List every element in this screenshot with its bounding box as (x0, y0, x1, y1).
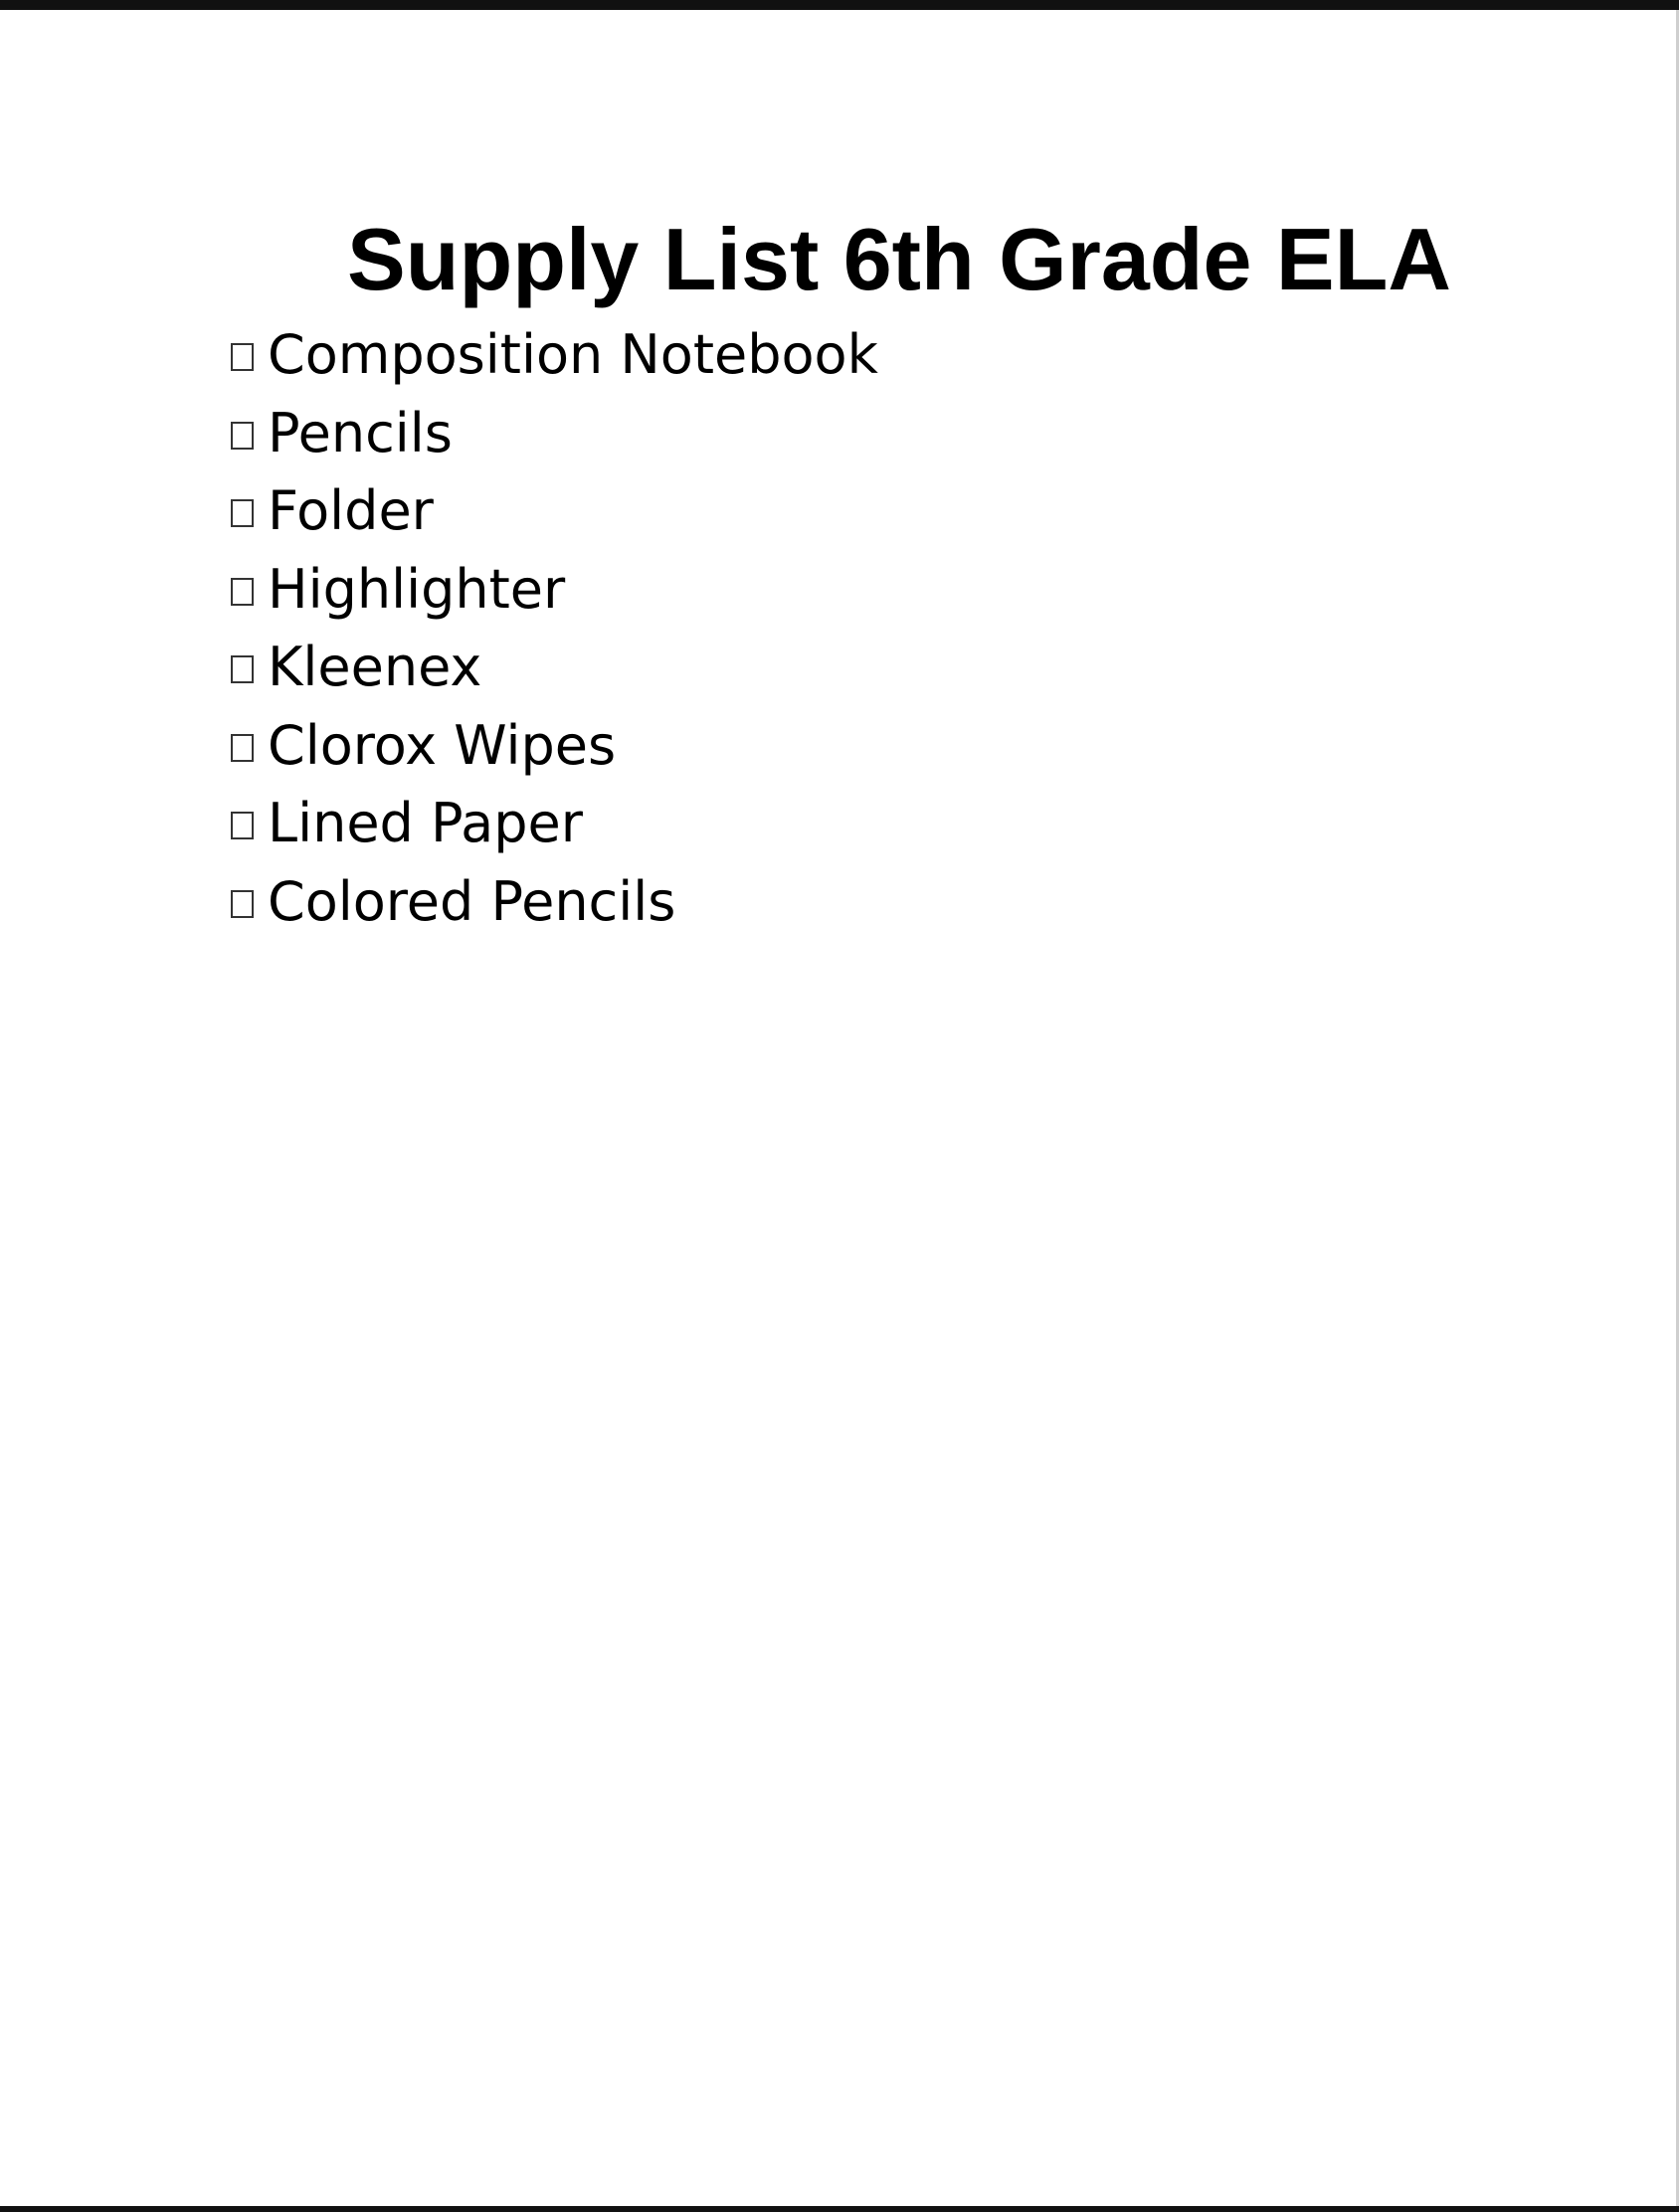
checkbox-icon[interactable] (231, 890, 254, 918)
checkbox-icon[interactable] (231, 343, 254, 371)
supply-item-pencils (231, 395, 878, 473)
supply-item-label: Kleenex (268, 636, 482, 699)
checkbox-icon[interactable] (231, 499, 254, 527)
supply-item-highlighter (231, 551, 878, 630)
supply-item-clorox-wipes (231, 707, 878, 786)
supply-item-composition-notebook (231, 316, 878, 395)
checkbox-icon[interactable] (231, 578, 254, 606)
supply-item-label: Clorox Wipes (268, 713, 617, 777)
checkbox-icon[interactable] (231, 422, 254, 450)
checkbox-icon[interactable] (231, 655, 254, 683)
supply-item-folder (231, 472, 878, 551)
supply-item-kleenex (231, 629, 878, 707)
scan-border-bottom (0, 2206, 1679, 2212)
supply-item-label: Composition Notebook (268, 323, 878, 387)
supply-item-label: Highlighter (268, 557, 566, 621)
scan-border-top (0, 0, 1679, 10)
supply-item-label: Colored Pencils (268, 869, 676, 933)
supply-list (231, 316, 878, 941)
supply-item-colored-pencils (231, 863, 878, 942)
page-title: Supply List 6th Grade ELA (347, 210, 1451, 308)
checkbox-icon[interactable] (231, 812, 254, 839)
supply-item-label: Folder (268, 479, 434, 543)
checkbox-icon[interactable] (231, 734, 254, 762)
supply-item-label: Pencils (268, 401, 453, 464)
supply-item-label: Lined Paper (268, 792, 583, 855)
supply-item-lined-paper (231, 785, 878, 863)
